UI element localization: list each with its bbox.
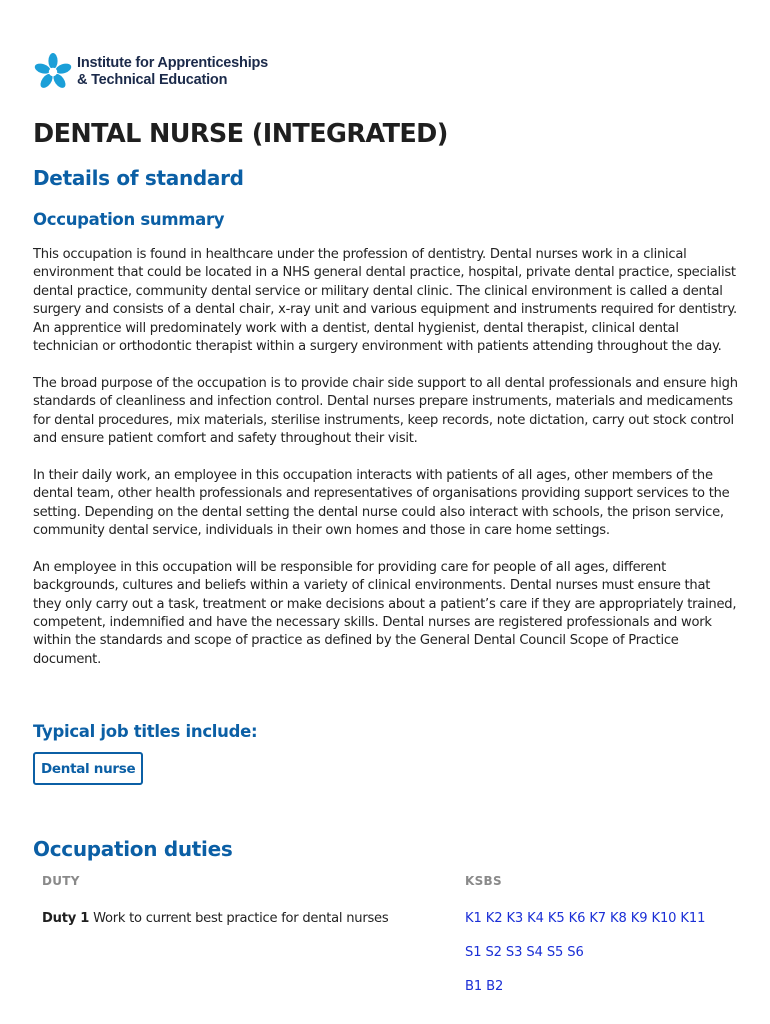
summary-paragraph: This occupation is found in healthcare under the profession of dentistry. Dental nurses work in a clinical environment that could be located in a NHS general dental practice, hospital, private dental practice, specialist dental practice, community dental service or military dental clinic. The clinical environment is called a dental surgery and consists of a dental chair, x-ray unit and various equipment and instruments required for dentistry. An apprentice will predominately work with a dentist, dental hygienist, dental therapist, clinical dental technician or orthodontic therapist within a surgery environment with patients attending throughout the day. <box>33 247 737 355</box>
ksb-link-s2[interactable]: S2 <box>485 945 502 960</box>
ksb-link-k5[interactable]: K5 <box>547 911 565 926</box>
ksb-link-k8[interactable]: K8 <box>610 911 627 926</box>
knowledge-links <box>465 911 709 926</box>
summary-paragraph: In their daily work, an employee in this occupation interacts with patients of all ages, other members of the dental team, other health professionals and representatives of organisations providing support services to the setting. Depending on the dental setting the dental nurse could also interact with schools, the prison service, community dental service, individuals in their own homes and those in care home settings. <box>33 467 730 539</box>
logo-line-2: & Technical Education <box>77 72 228 88</box>
ksb-link-k7[interactable]: K7 <box>589 911 607 926</box>
ksb-link-k9[interactable]: K9 <box>630 911 648 926</box>
behaviours-links <box>465 979 507 994</box>
ifate-logo[interactable] <box>33 52 268 92</box>
duty-column-header: DUTY <box>42 874 80 888</box>
summary-paragraph: The broad purpose of the occupation is to provide chair side support to all dental professionals and ensure high standards of cleanliness and infection control. Dental nurses prepare instruments, materials and medicaments for dental procedures, mix materials, sterilise instruments, keep records, note dictation, carry out stock control and ensure patient comfort and safety throughout their visit. <box>33 375 738 447</box>
ksb-link-s1[interactable]: S1 <box>465 945 482 960</box>
ksb-link-s5[interactable]: S5 <box>546 945 564 960</box>
ksb-link-k6[interactable]: K6 <box>568 911 586 926</box>
ksb-link-s6[interactable]: S6 <box>567 945 584 960</box>
logo-text <box>77 55 268 89</box>
ksb-link-s3[interactable]: S3 <box>505 945 523 960</box>
ksb-link-k10[interactable]: K10 <box>651 911 677 926</box>
job-title-tag-dental-nurse[interactable]: Dental nurse <box>33 752 143 785</box>
occupation-summary-heading: Occupation summary <box>33 210 225 229</box>
summary-paragraph: An employee in this occupation will be responsible for providing care for people of all ages, different backgrounds, cultures and beliefs within a variety of clinical environments. Dental nurses must ensure that they only carry out a task, treatment or make decisions about a patient’s care if they are appropriately trained, competent, indemnified and have the necessary skills. Dental nurses are registered professionals and work within the standards and scope of practice as defined by the General Dental Council Scope of Practice document. <box>33 559 737 667</box>
duty-text: Work to current best practice for dental nurses <box>93 911 389 926</box>
ksb-link-k1[interactable]: K1 <box>465 911 482 926</box>
ksb-link-b2[interactable]: B2 <box>486 979 504 994</box>
ksb-link-k2[interactable]: K2 <box>485 911 503 926</box>
duty-label: Duty 1 <box>42 911 90 926</box>
ksb-link-b1[interactable]: B1 <box>465 979 483 994</box>
skills-links <box>465 945 588 960</box>
ksb-link-s4[interactable]: S4 <box>526 945 543 960</box>
ksb-link-k3[interactable]: K3 <box>506 911 524 926</box>
occupation-duties-heading: Occupation duties <box>33 837 233 861</box>
details-heading: Details of standard <box>33 166 244 190</box>
occupation-summary-text <box>33 246 739 688</box>
ksb-link-k11[interactable]: K11 <box>680 911 706 926</box>
logo-line-1: Institute for Apprenticeships <box>77 55 269 71</box>
job-titles-heading: Typical job titles include: <box>33 722 258 741</box>
ksbs-column-header: KSBS <box>465 874 502 888</box>
page-title: DENTAL NURSE (INTEGRATED) <box>33 119 448 149</box>
ksb-link-k4[interactable]: K4 <box>527 911 544 926</box>
duty-row-1 <box>42 911 388 926</box>
star-flower-logo-icon <box>33 52 73 92</box>
